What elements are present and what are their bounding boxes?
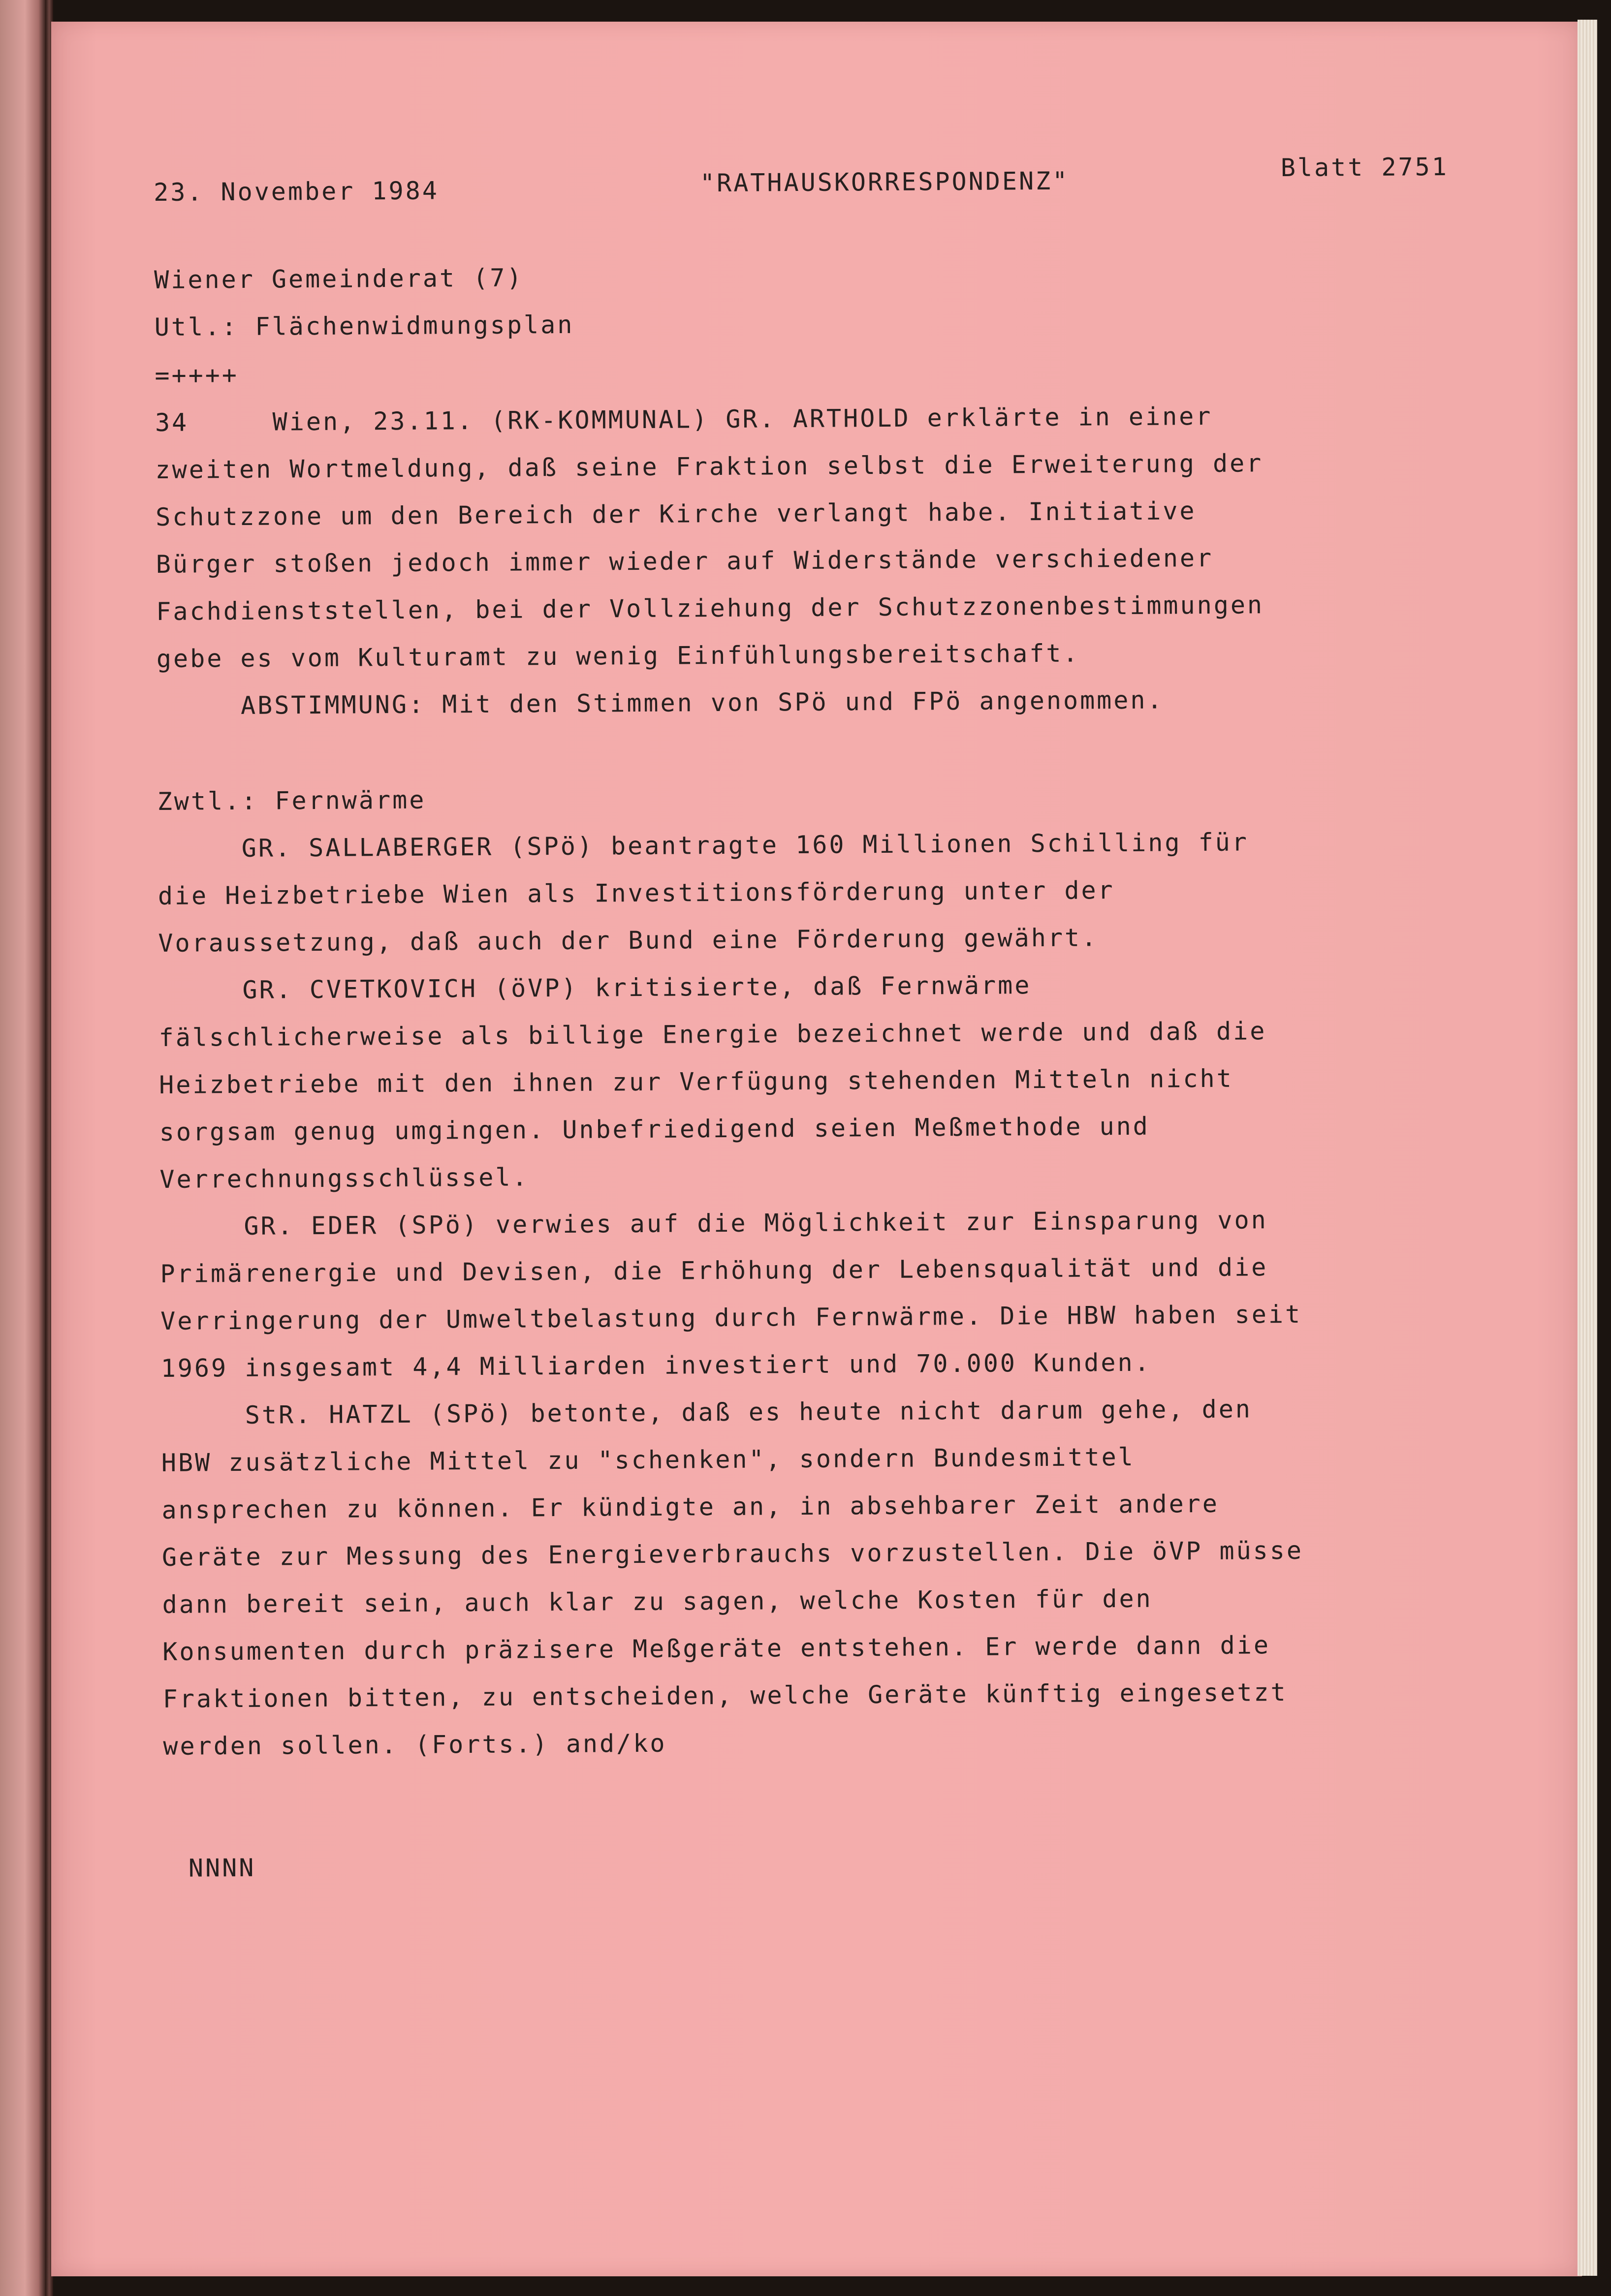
body-line: 1969 insgesamt 4,4 Milliarden investiert und 70.000 Kunden. bbox=[160, 1348, 1151, 1383]
body-line: ABSTIMMUNG: Mit den Stimmen von SPö und FPö angenommen. bbox=[157, 685, 1164, 720]
section-marker: =++++ bbox=[155, 360, 239, 390]
body-line: ansprechen zu können. Er kündigte an, in absehbarer Zeit andere bbox=[161, 1489, 1220, 1524]
body-line: Konsumenten durch präzisere Meßgeräte entstehen. Er werde dann die bbox=[162, 1631, 1271, 1666]
section-title: Wiener Gemeinderat (7) bbox=[154, 263, 524, 294]
end-marker: NNNN bbox=[188, 1853, 256, 1883]
body-line: die Heizbetriebe Wien als Investitionsförderung unter der bbox=[158, 876, 1115, 910]
body-line: Fachdienststellen, bei der Vollziehung der Schutzzonenbestimmungen bbox=[156, 590, 1264, 626]
body-line: GR. SALLABERGER (SPö) beantragte 160 Millionen Schilling für bbox=[158, 828, 1249, 863]
header-sheet-number: Blatt 2751 bbox=[1280, 152, 1449, 183]
body-line: HBW zusätzliche Mittel zu "schenken", sondern Bundesmittel bbox=[161, 1442, 1135, 1477]
section-subtitle: Utl.: Flächenwidmungsplan bbox=[154, 310, 574, 341]
body-line: Heizbetriebe mit den ihnen zur Verfügung stehenden Mitteln nicht bbox=[159, 1064, 1233, 1099]
body-line: sorgsam genug umgingen. Unbefriedigend seien Meßmethode und bbox=[159, 1112, 1150, 1147]
typewritten-text bbox=[153, 13, 1511, 1883]
body-line: 34 Wien, 23.11. (RK-KOMMUNAL) GR. ARTHOLD erklärte in einer bbox=[155, 402, 1213, 437]
page-stack-edge bbox=[1578, 20, 1597, 2276]
body-line: GR. CVETKOVICH (öVP) kritisierte, daß Fernwärme bbox=[158, 971, 1032, 1005]
body-line: GR. EDER (SPö) verwies auf die Möglichkeit zur Einsparung von bbox=[159, 1206, 1268, 1241]
header-publication: "RATHAUSKORRESPONDENZ" bbox=[699, 166, 1070, 198]
body-line: fälschlicherweise als billige Energie bezeichnet werde und daß die bbox=[158, 1017, 1267, 1052]
body-line: Geräte zur Messung des Energieverbrauchs vorzustellen. Die öVP müsse bbox=[161, 1536, 1304, 1572]
body-line: Voraussetzung, daß auch der Bund eine Förderung gewährt. bbox=[158, 923, 1099, 958]
body-line: gebe es vom Kulturamt zu wenig Einfühlungsbereitschaft. bbox=[156, 639, 1080, 673]
body-line: StR. HATZL (SPö) betonte, daß es heute nicht darum gehe, den bbox=[161, 1395, 1253, 1430]
header-date: 23. November 1984 bbox=[153, 176, 440, 207]
facing-page-edge bbox=[0, 0, 45, 2296]
body-line: zweiten Wortmeldung, daß seine Fraktion selbst die Erweiterung der bbox=[155, 449, 1264, 484]
body-line: Schutzzone um den Bereich der Kirche verlangt habe. Initiative bbox=[155, 496, 1197, 531]
body-line: Verringerung der Umweltbelastung durch Fernwärme. Die HBW haben seit bbox=[160, 1300, 1302, 1335]
section-title: Zwtl.: Fernwärme bbox=[157, 785, 426, 816]
document-sheet bbox=[51, 22, 1582, 2276]
body-line: werden sollen. (Forts.) and/ko bbox=[163, 1729, 667, 1761]
body-line: Fraktionen bitten, zu entscheiden, welche Geräte künftig eingesetzt bbox=[162, 1677, 1288, 1713]
body-line: dann bereit sein, auch klar zu sagen, welche Kosten für den bbox=[162, 1584, 1153, 1619]
body-line: Bürger stoßen jedoch immer wieder auf Widerstände verschiedener bbox=[156, 543, 1214, 579]
body-line: Primärenergie und Devisen, die Erhöhung der Lebensqualität und die bbox=[160, 1253, 1268, 1288]
body-line: Verrechnungsschlüssel. bbox=[159, 1163, 529, 1194]
